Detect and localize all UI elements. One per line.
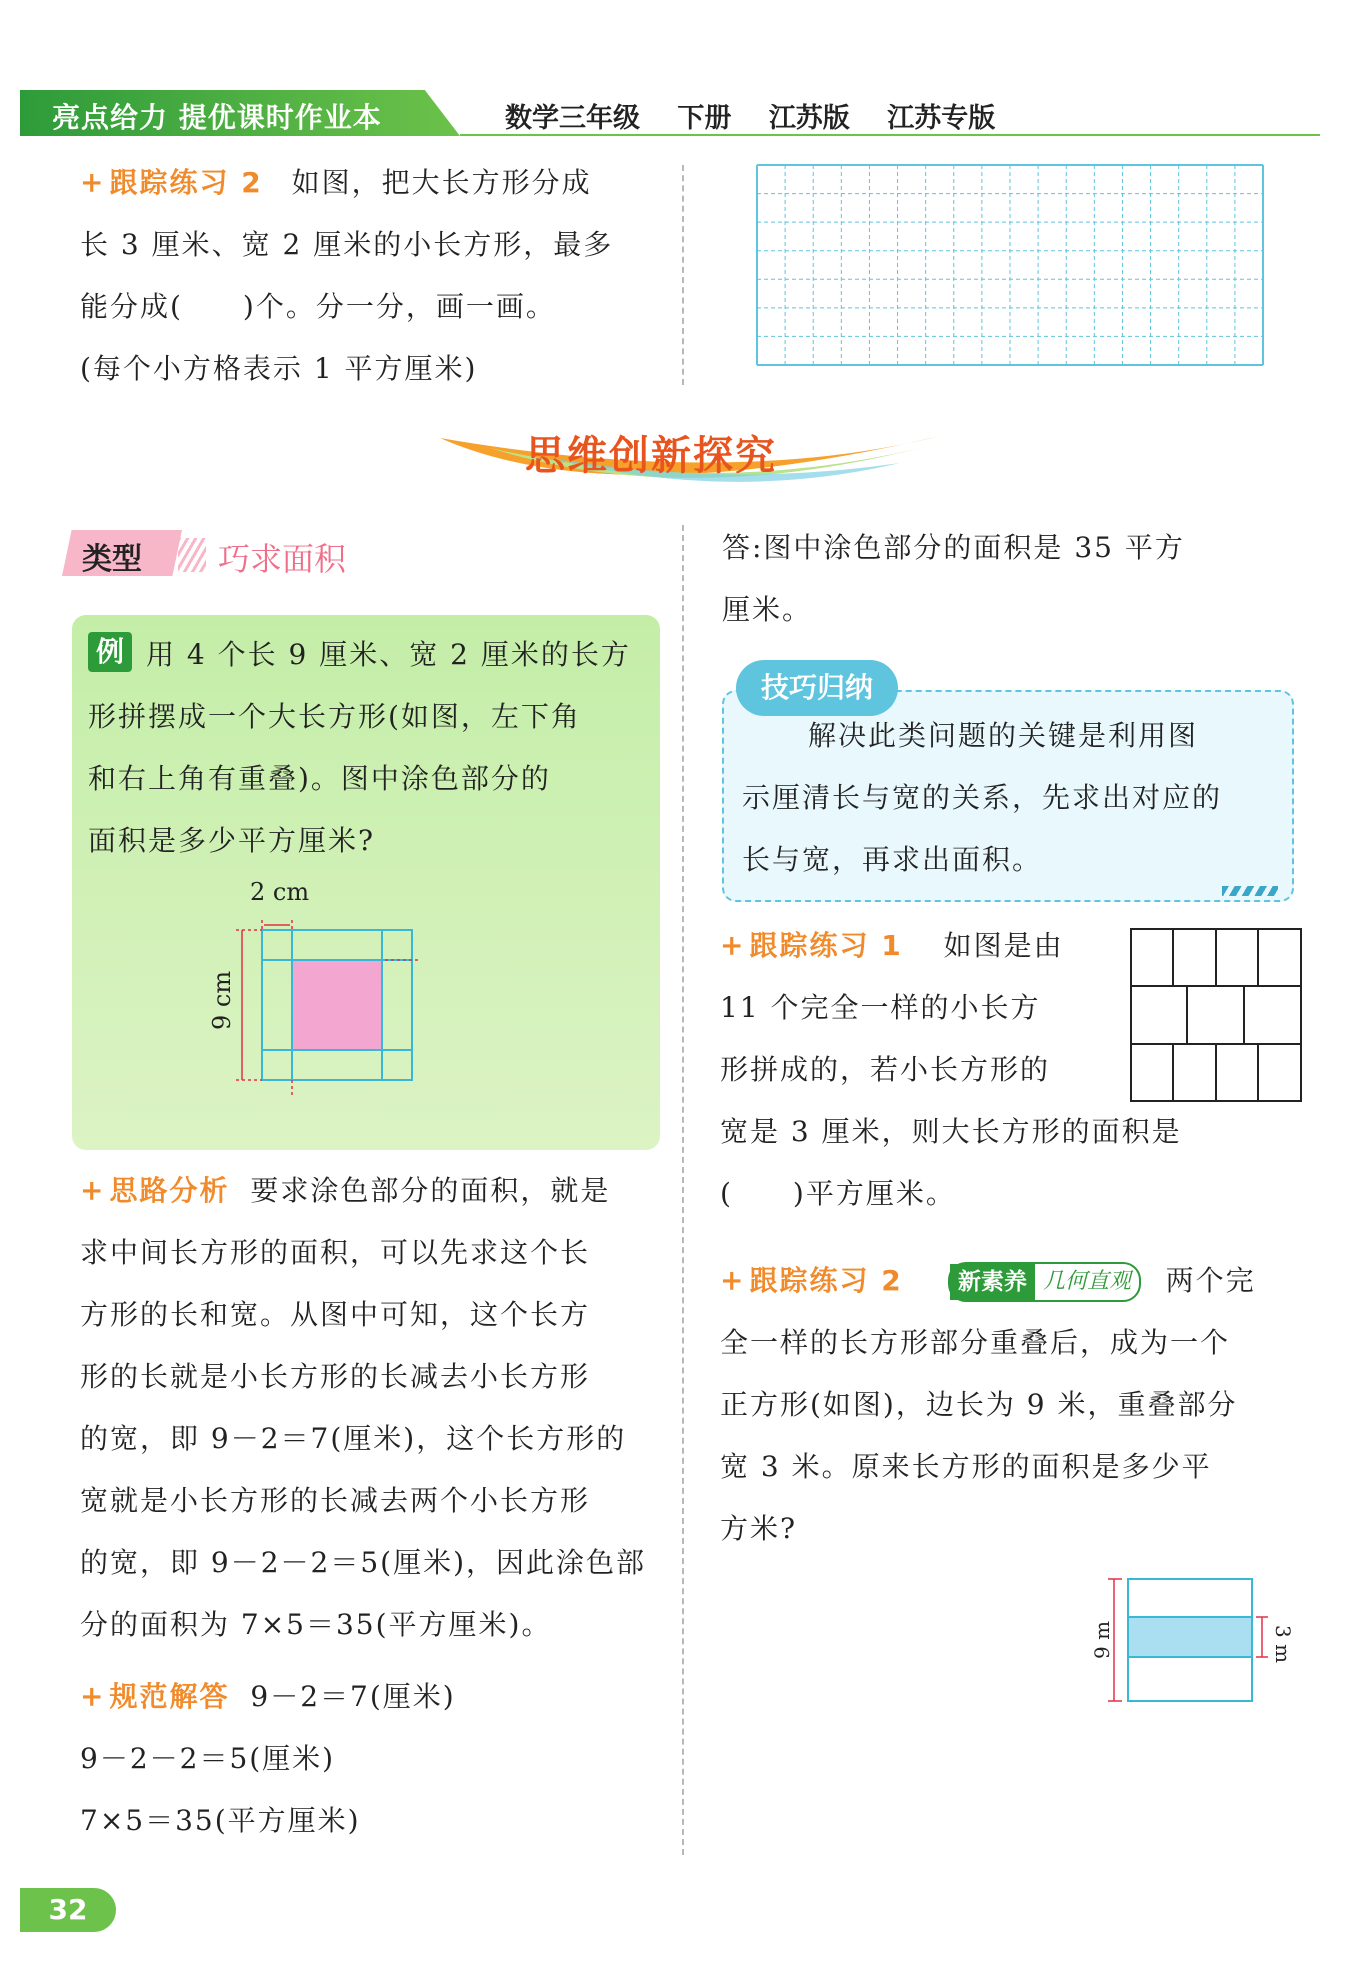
practice1-line: ( )平方厘米。 xyxy=(720,1177,956,1210)
analysis-line: 要求涂色部分的面积，就是 xyxy=(250,1174,611,1207)
example-text xyxy=(88,624,648,872)
practice2-line: 宽 3 米。原来长方形的面积是多少平 xyxy=(720,1450,1212,1483)
analysis-line: 方形的长和宽。从图中可知，这个长方 xyxy=(80,1298,591,1331)
shaded-area xyxy=(293,961,381,1049)
skill-line: 示厘清长与宽的关系，先求出对应的 xyxy=(742,781,1223,814)
fig-right-label: 3 m xyxy=(1271,1625,1295,1664)
practice1-figure xyxy=(1130,928,1302,1102)
skill-tag: 技巧归纳 xyxy=(736,660,898,716)
volume: 下册 xyxy=(677,103,732,134)
fig-left-label: 9 m xyxy=(1090,1620,1114,1659)
stripes-decoration xyxy=(178,538,206,572)
new-literacy-label: 新素养 xyxy=(950,1264,1035,1300)
practice1-line: 形拼成的，若小长方形的 xyxy=(720,1053,1051,1086)
piece-left-strip xyxy=(262,930,292,1080)
fig-side-label: 9 cm xyxy=(208,970,236,1030)
plus-icon: + xyxy=(720,929,746,962)
plus-icon: + xyxy=(80,166,106,199)
analysis-line: 的宽，即 9－2＝7(厘米)，这个长方形的 xyxy=(80,1422,627,1455)
answer-line: 厘米。 xyxy=(722,593,813,626)
plus-icon: + xyxy=(720,1264,746,1297)
plus-icon: + xyxy=(80,1680,106,1713)
practice2-label: 跟踪练习 2 xyxy=(749,1264,903,1297)
series-title: 亮点给力 提优课时作业本 xyxy=(52,101,382,134)
analysis-line: 分的面积为 7×5＝35(平方厘米)。 xyxy=(80,1608,552,1641)
practice1-line: 11 个完全一样的小长方 xyxy=(720,991,1041,1024)
special-edition: 江苏专版 xyxy=(887,103,996,134)
solution-line: 9－2＝7(厘米) xyxy=(250,1680,456,1713)
divider xyxy=(682,165,684,385)
example-line: 和右上角有重叠)。图中涂色部分的 xyxy=(88,762,551,795)
exercise-label: 跟踪练习 2 xyxy=(109,166,263,199)
practice1-line: 宽是 3 厘米，则大长方形的面积是 xyxy=(720,1115,1182,1148)
fig-top-label: 2 cm xyxy=(250,878,310,906)
analysis-line: 宽就是小长方形的长减去两个小长方形 xyxy=(80,1484,591,1517)
example-line: 用 4 个长 9 厘米、宽 2 厘米的长方 xyxy=(146,638,631,671)
practice2-line: 全一样的长方形部分重叠后，成为一个 xyxy=(720,1326,1231,1359)
analysis-line: 求中间长方形的面积，可以先求这个长 xyxy=(80,1236,591,1269)
edition: 江苏版 xyxy=(768,103,850,134)
solution-label: 规范解答 xyxy=(109,1680,230,1713)
skill-text xyxy=(742,705,1282,891)
exercise-line: 长 3 厘米、宽 2 厘米的小长方形，最多 xyxy=(80,228,614,261)
answer-line: 答:图中涂色部分的面积是 35 平方 xyxy=(722,531,1185,564)
skill-line: 解决此类问题的关键是利用图 xyxy=(808,719,1199,752)
analysis xyxy=(80,1160,680,1656)
type-tag: 类型 xyxy=(82,542,142,577)
example-line: 形拼摆成一个大长方形(如图，左下角 xyxy=(88,700,581,733)
practice2-line: 方米? xyxy=(720,1512,798,1545)
analysis-label: 思路分析 xyxy=(109,1174,230,1207)
type-title: 巧求面积 xyxy=(218,540,347,578)
example-line: 面积是多少平方厘米? xyxy=(88,824,376,857)
solution xyxy=(80,1666,680,1852)
analysis-line: 的宽，即 9－2－2＝5(厘米)，因此涂色部 xyxy=(80,1546,647,1579)
practice2-figure xyxy=(1090,1575,1300,1705)
plus-icon: + xyxy=(80,1174,106,1207)
analysis-line: 形的长就是小长方形的长减去小长方形 xyxy=(80,1360,591,1393)
practice2-line: 正方形(如图)，边长为 9 米，重叠部分 xyxy=(720,1388,1238,1421)
practice1-line: 如图是由 xyxy=(943,929,1064,962)
page-number: 32 xyxy=(20,1888,116,1932)
practice2-line: 两个完 xyxy=(1165,1264,1256,1297)
section-banner: 思维创新探究 xyxy=(525,433,777,479)
answer xyxy=(722,517,1312,641)
geometry-label: 几何直观 xyxy=(1043,1269,1132,1294)
subject: 数学三年级 xyxy=(505,103,640,134)
skill-line: 长与宽，再求出面积。 xyxy=(742,843,1043,876)
column-divider xyxy=(682,525,684,1855)
exercise-line: (每个小方格表示 1 平方厘米) xyxy=(80,352,478,385)
square-grid xyxy=(757,165,1263,365)
solution-line: 9－2－2＝5(厘米) xyxy=(80,1742,336,1775)
exercise-line: 能分成( )个。分一分，画一画。 xyxy=(80,290,556,323)
solution-line: 7×5＝35(平方厘米) xyxy=(80,1804,361,1837)
new-literacy-tag xyxy=(948,1262,1141,1302)
top-exercise xyxy=(80,152,670,400)
example-tag: 例 xyxy=(88,632,132,672)
header-info xyxy=(505,96,1023,135)
piece-right-strip xyxy=(382,930,412,1080)
example-figure xyxy=(208,878,520,1140)
practice1-label: 跟踪练习 1 xyxy=(749,929,903,962)
exercise-line: 如图，把大长方形分成 xyxy=(291,166,592,199)
